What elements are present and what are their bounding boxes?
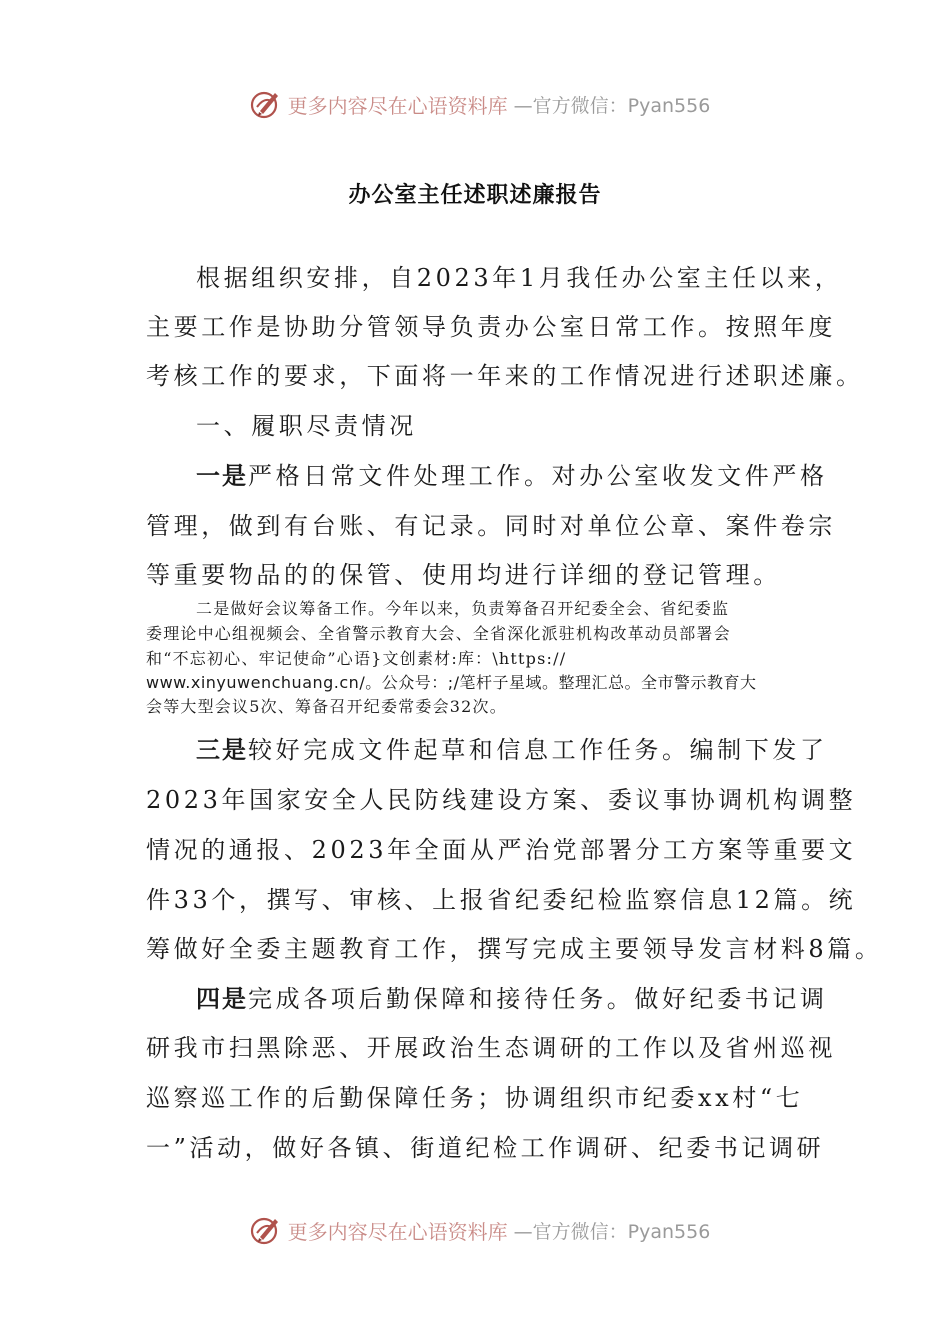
item2-line-4: www.xinyuwenchuang.cn/。公众号：;/笔杆子星域。整理汇总。全市警示教育大 <box>146 673 757 692</box>
item4-line-2: 研我市扫黑除恶、开展政治生态调研的工作以及省州巡视 <box>146 1034 836 1062</box>
item2-line-3: 和“不忘初心、牢记使命”心语}文创素材:库：\https:// <box>146 649 567 668</box>
item2-line-1: 二是做好会议筹备工作。今年以来，负责筹备召开纪委全会、省纪委监 <box>196 599 730 618</box>
footer-banner-content <box>248 1213 711 1247</box>
header-banner-content <box>248 87 711 121</box>
footer-banner-main-text: 更多内容尽在心语资料库 <box>287 1219 508 1244</box>
item1-lead: 一是 <box>196 462 248 490</box>
banner-main-text: 更多内容尽在心语资料库 <box>287 93 508 118</box>
item1-line-1 <box>196 456 828 491</box>
item3-line-3: 情况的通报、2023年全面从严治党部署分工方案等重要文 <box>146 836 857 864</box>
item4-line-1 <box>196 979 828 1014</box>
intro-line-1: 根据组织安排，自2023年1月我任办公室主任以来， <box>196 264 843 292</box>
item3-line-4: 件33个，撰写、审核、上报省纪委纪检监察信息12篇。统 <box>146 886 857 914</box>
section-heading: 一、履职尽责情况 <box>196 412 417 440</box>
banner-sub-text: —官方微信：Pyan556 <box>513 94 711 117</box>
intro-line-2: 主要工作是协助分管领导负责办公室日常工作。按照年度 <box>146 313 836 341</box>
item1-text-1: 严格日常文件处理工作。对办公室收发文件严格 <box>248 462 828 490</box>
footer-banner <box>0 1210 950 1250</box>
item4-line-4: 一”活动，做好各镇、街道纪检工作调研、纪委书记调研 <box>146 1134 825 1162</box>
page-title: 办公室主任述职述廉报告 <box>348 183 602 208</box>
item4-lead: 四是 <box>196 985 248 1013</box>
intro-line-3: 考核工作的要求，下面将一年来的工作情况进行述职述廉。 <box>146 362 864 390</box>
item1-line-2: 管理，做到有台账、有记录。同时对单位公章、案件卷宗 <box>146 512 836 540</box>
footer-banner-sub-text: —官方微信：Pyan556 <box>513 1220 711 1243</box>
pen-heart-logo-icon <box>248 1213 282 1247</box>
item1-line-3: 等重要物品的的保管、使用均进行详细的登记管理。 <box>146 561 781 589</box>
item3-lead: 三是 <box>196 736 248 764</box>
item3-line-2: 2023年国家安全人民防线建设方案、委议事协调机构调整 <box>146 786 857 814</box>
item4-text-1: 完成各项后勤保障和接待任务。做好纪委书记调 <box>248 985 828 1013</box>
pen-heart-logo-icon <box>248 87 282 121</box>
header-banner <box>0 84 950 124</box>
item4-line-3: 巡察巡工作的后勤保障任务；协调组织市纪委xx村“七 <box>146 1084 804 1112</box>
item2-line-2: 委理论中心组视频会、全省警示教育大会、全省深化派驻机构改革动员部署会 <box>146 624 731 643</box>
item3-line-5: 筹做好全委主题教育工作，撰写完成主要领导发言材料8篇。 <box>146 935 883 963</box>
item2-line-5: 会等大型会议5次、筹备召开纪委常委会32次。 <box>146 697 507 716</box>
item3-text-1: 较好完成文件起草和信息工作任务。编制下发了 <box>248 736 828 764</box>
item3-line-1 <box>196 730 828 765</box>
